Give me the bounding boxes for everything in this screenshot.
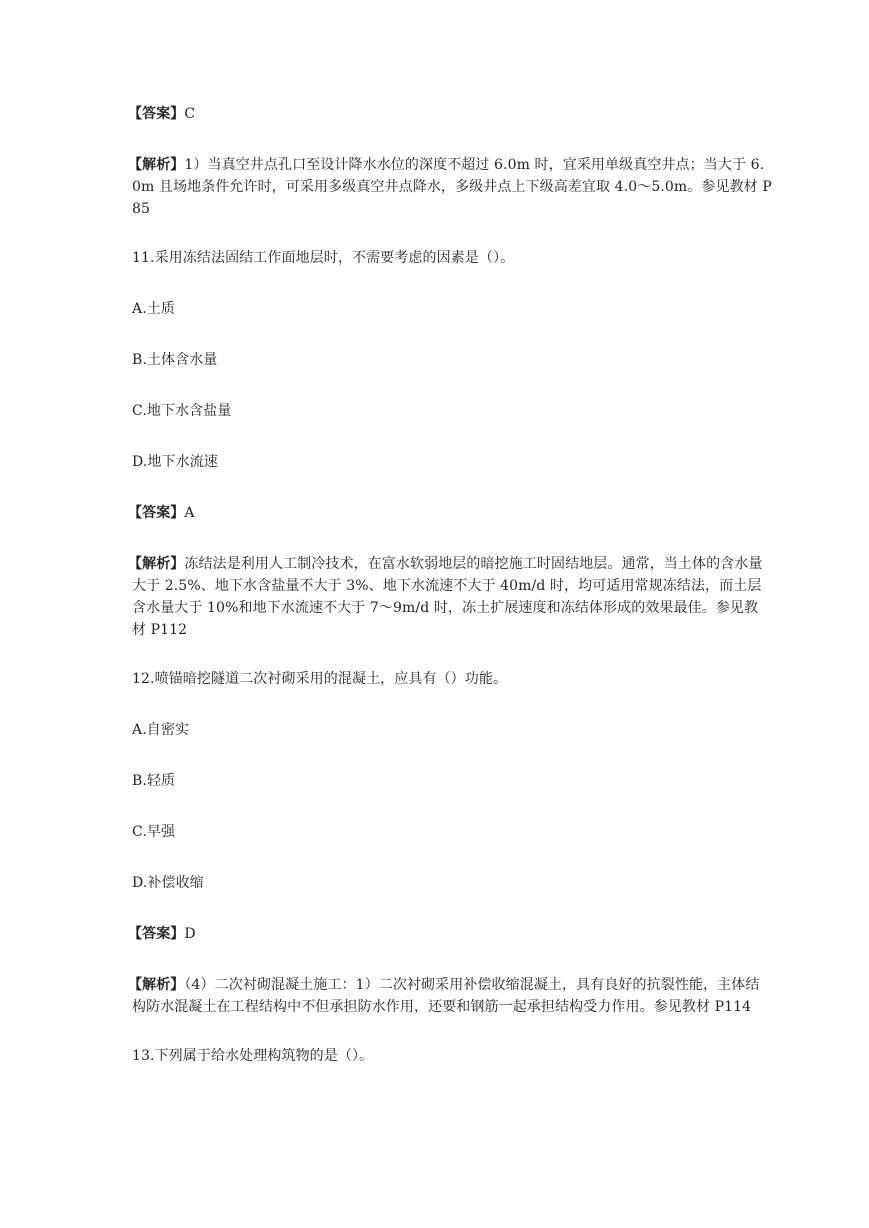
- option-b: B.轻质: [132, 773, 176, 789]
- option-b: B.土体含水量: [132, 352, 218, 368]
- answer-paragraph: [128, 923, 772, 945]
- analysis-text: 冻结法是利用人工制冷技术，在富水软弱地层的暗挖施工时固结地层。通常，当土体的含水量大于 2.5%、地下水含盐量不大于 3%、地下水流速不大于 40m/d 时，均可适用常规冻结法，而土层含水量大于 10%和地下水流速不大于 7～9m/d 时，冻土扩展速度和冻结体形成的效果最佳。参见教材 P112: [132, 556, 763, 638]
- analysis-tag: 【解析】: [128, 157, 185, 173]
- answer-paragraph: [128, 502, 772, 524]
- answer-tag: 【答案】: [128, 926, 185, 942]
- answer-tag: 【答案】: [128, 505, 185, 521]
- analysis-tag: 【解析】: [128, 977, 185, 993]
- document-body: [128, 103, 772, 1096]
- option-c: C.地下水含盐量: [132, 403, 232, 419]
- question-paragraph: 13.下列属于给水处理构筑物的是（）。: [132, 1048, 374, 1064]
- analysis-paragraph: [128, 154, 772, 220]
- option-d: D.补偿收缩: [132, 875, 204, 891]
- analysis-text: 1）当真空井点孔口至设计降水水位的深度不超过 6.0m 时，宜采用单级真空井点；当大于 6.0m 且场地条件允许时，可采用多级真空井点降水，多级井点上下级高差宜取 4.0～5.0m。参见教材 P85: [132, 157, 772, 217]
- answer-text: A: [184, 505, 195, 521]
- answer-text: D: [184, 926, 196, 942]
- option-c: C.早强: [132, 824, 176, 840]
- question-paragraph: 12.喷锚暗挖隧道二次衬砌采用的混凝土，应具有（）功能。: [132, 671, 508, 687]
- answer-text: C: [184, 106, 196, 122]
- analysis-text: （4）二次衬砌混凝土施工：1）二次衬砌采用补偿收缩混凝土，具有良好的抗裂性能，主体结构防水混凝土在工程结构中不但承担防水作用，还要和钢筋一起承担结构受力作用。参见教材 P114: [132, 977, 760, 1015]
- question-paragraph: 11.采用冻结法固结工作面地层时，不需要考虑的因素是（）。: [132, 250, 515, 266]
- answer-tag: 【答案】: [128, 106, 185, 122]
- option-a: A.土质: [132, 301, 175, 317]
- analysis-tag: 【解析】: [128, 556, 185, 572]
- analysis-paragraph: [128, 974, 772, 1018]
- option-d: D.地下水流速: [132, 454, 218, 470]
- analysis-paragraph: [128, 553, 772, 641]
- answer-paragraph: [128, 103, 772, 125]
- option-a: A.自密实: [132, 722, 190, 738]
